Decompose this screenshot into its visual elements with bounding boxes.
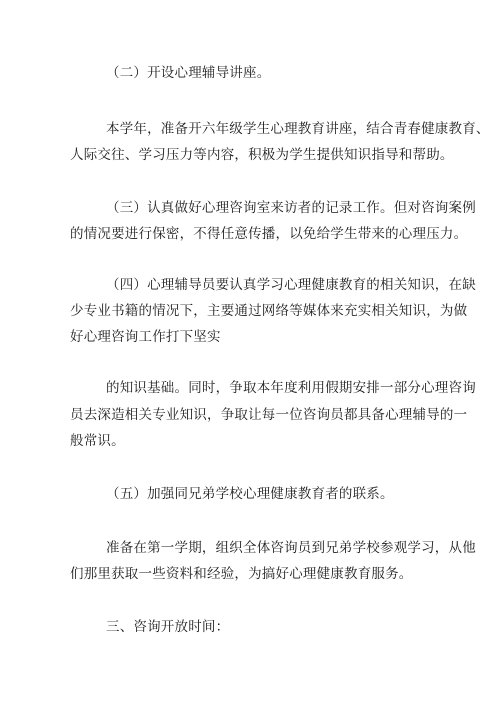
paragraph-4-line-2: 少专业书籍的情况下，主要通过网络等媒体来充实相关知识，为做 — [70, 303, 468, 319]
paragraph-6-line-1: 准备在第一学期，组织全体咨询员到兄弟学校参观学习，从他 — [106, 540, 476, 556]
paragraph-2-line-1: 本学年，准备开六年级学生心理教育讲座，结合青春健康教育、 — [106, 121, 490, 137]
section-heading-3: （三）认真做好心理咨询室来访者的记录工作。但对咨询案例 — [106, 200, 476, 216]
paragraph-5-line-3: 般常识。 — [70, 433, 125, 449]
paragraph-4-line-3: 好心理咨询工作打下坚实 — [70, 329, 221, 345]
paragraph-2-line-2: 人际交往、学习压力等内容，积极为学生提供知识指导和帮助。 — [70, 147, 454, 163]
section-heading-three: 三、咨询开放时间： — [106, 619, 230, 635]
section-heading-4: （四）心理辅导员要认真学习心理健康教育的相关知识，在缺 — [106, 277, 476, 293]
section-heading-2: （二）开设心理辅导讲座。 — [106, 65, 271, 81]
paragraph-5-line-2: 员去深造相关专业知识，争取让每一位咨询员都具备心理辅导的一 — [70, 407, 468, 423]
paragraph-3-line-2: 的情况要进行保密，不得任意传播，以免给学生带来的心理压力。 — [70, 226, 468, 242]
section-heading-5: （五）加强同兄弟学校心理健康教育者的联系。 — [106, 486, 394, 502]
paragraph-5-line-1: 的知识基础。同时，争取本年度利用假期安排一部分心理咨询 — [106, 380, 476, 396]
paragraph-6-line-2: 们那里获取一些资料和经验，为搞好心理健康教育服务。 — [70, 566, 413, 582]
